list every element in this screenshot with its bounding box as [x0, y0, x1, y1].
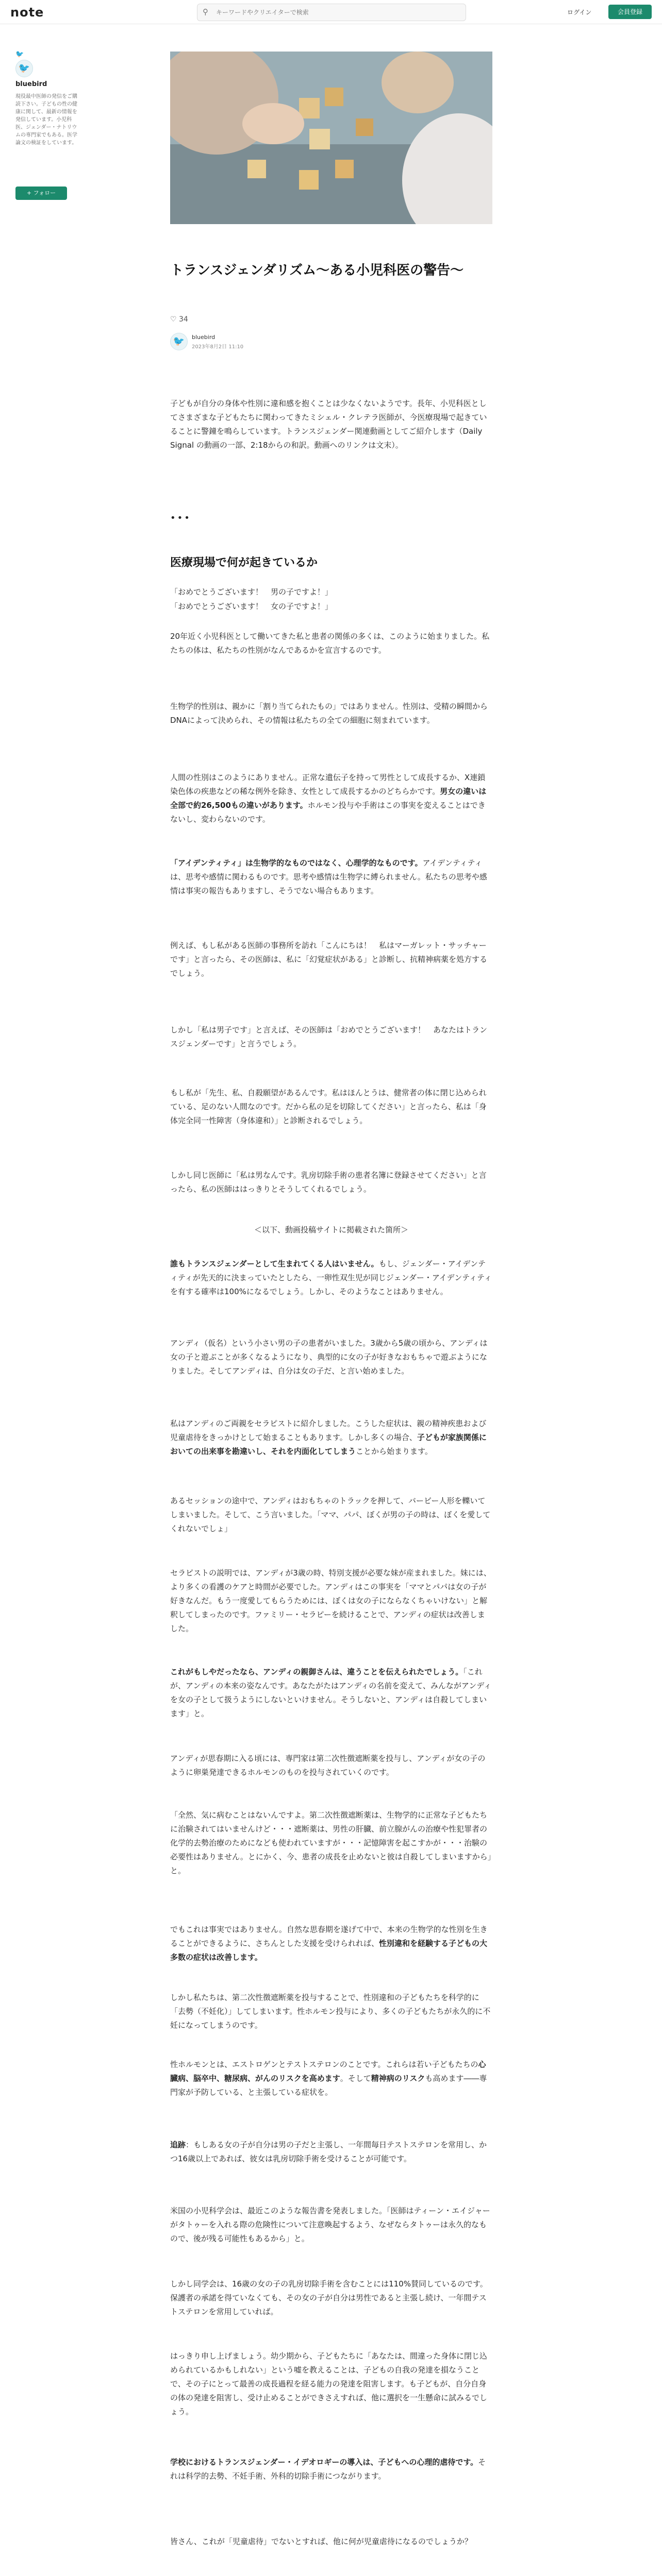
sidebar-bio: 現役最中医師の発信をご購読下さい。子どもの性の健康に関して、最新の情報を発信しています。小児科医、ジェンダー・ナトリウムの専門家でもある。医学論文の検証をしています。 [15, 94, 77, 146]
search-icon: ⚲ [203, 7, 208, 16]
login-link[interactable]: ログイン [567, 9, 592, 16]
emphasis: 性別違和を経験する子どもの大多数の症状は改善します。 [170, 1939, 488, 1962]
top-header [0, 0, 662, 24]
hero-image [170, 52, 492, 224]
section-dots: ••• [170, 513, 191, 523]
like-count: 34 [179, 315, 188, 324]
paragraph: アンディが思春期に入る頃には、専門家は第二次性徴遮断薬を投与し、アンディが女の子のように卵巣発達できるホルモンのものを投与されていくのです。 [170, 1754, 486, 1777]
emphasis: 男女の違いは全部で約26,500もの違いがあります。 [170, 787, 487, 810]
intro-paragraph: 子どもが自分の身体や性別に違和感を抱くことは少なくないようです。長年、小児科医としてさまざまな子どもたちに関わってきたミシェル・クレテラ医師が、今医療現場で起きていることに警鐘を鳴らしています。トランスジェンダー関連動画としてご紹介します（Daily Signal の動画の一部、2:18からの和訳。動画へのリンクは文末）。 [170, 399, 487, 450]
paragraph: 生物学的性別は、親かに「割り当てられたもの」ではありません。性別は、受精の瞬間からDNAによって決められ、その情報は私たちの全ての細胞に刻まれています。 [170, 702, 488, 725]
paragraph [170, 2058, 492, 2099]
emphasis: 誰もトランスジェンダーとして生まれてくる人はいません。 [170, 1259, 379, 1268]
search-box[interactable] [197, 4, 466, 21]
text: 私はアンディのご両親をセラピストに紹介しました。こうした症状は、親の精神疾患および児童虐待をきっかけとして始まることもあります。しかし多くの場合、 [170, 1419, 487, 1442]
paragraph: 例えば、もし私がある医師の事務所を訪れ「こんにちは！ 私はマーガレット・サッチャーです」と言ったら、その医師は、私に「幻覚症状がある」と診断し、抗精神病薬を処方するでしょう。 [170, 941, 488, 978]
paragraph: セラピストの説明では、アンディが3歳の時、特別支援が必要な妹が産まれました。妹には、より多くの看護のケアと時間が必要でした。アンディはこの事実を「ママとパパは女の子が好きなんだ。もう一度愛してもらうためには、ぼくは女の子にならなくちゃいけない」と解釈してしまったのです。ファミリー・セラピーを続けることで、アンディの症状は改善しました。 [170, 1568, 491, 1633]
article-title: トランスジェンダリズム〜ある小児科医の警告〜 [170, 263, 464, 278]
sidebar-avatar[interactable]: 🐦 [15, 60, 33, 77]
text: 「これが、アンディの本来の姿なんです。あなたがたはアンディの名前を変えて、みんながアンディを女の子として扱うようにしないといけません。そうしないと、アンディは自殺してしまいます」と。 [170, 1667, 492, 1718]
greeting-girl: 「おめでとうございます！ 女の子ですよ！」 [170, 602, 333, 611]
text: も高めます――専門家が予防している、と主張している症状を。 [170, 2074, 487, 2097]
sidebar-author-name[interactable]: bluebird [15, 80, 47, 88]
emphasis: 学校におけるトランスジェンダー・イデオロギーの導入は、子どもへの心理的虐待です。 [170, 2458, 478, 2467]
paragraph: はっきり申し上げましょう。幼少期から、子どもたちに「あなたは、間違った身体に閉じ込められているかもしれない」という嘘を教えることは、子どもの自我の発達を損なうことで、その子にとって最善の成長過程を経る能力の発達を阻害します。も子どもが、自分自身の体の発達を阻害し、受け止めることができさえすれば、他に選択を一生懸命に試みるでしょう。 [170, 2351, 488, 2416]
emphasis: 精神病のリスク [371, 2074, 425, 2083]
paragraph: 「全然、気に病むことはないんですよ。第二次性徴遮断薬は、生物学的に正常な子どもたちに治験されてはいませんけど・・・遮断薬は、男性の肝臓、前立腺がんの治療や性犯罪者の化学的去勢治療のためになども使われていますが・・・記憶障害を起こすかが・・・治験の必要性はありません。とにかく、今、患者の成長を止めないと彼は自殺してしまいますから」と。 [170, 1810, 492, 1875]
paragraph [170, 1923, 492, 1964]
paragraph: しかし同じ医師に「私は男なんです。乳房切除手術の患者名簿に登録させてください」と言ったら、私の医師ははっきりとそうしてくれるでしょう。 [170, 1171, 487, 1194]
paragraph [170, 2455, 492, 2483]
author-avatar[interactable]: 🐦 [170, 333, 188, 350]
site-logo[interactable]: note [10, 5, 44, 20]
paragraph: しかし同学会は、16歳の女の子の乳房切除手術を含むことには110%賛同しているのです。保護者の承諾を得ていなくても、その女の子が自分は男性であると主張し続け、一年間テストステロンを常用していれば。 [170, 2279, 488, 2316]
bird-icon: 🐦 [15, 50, 24, 58]
search-input[interactable] [215, 4, 459, 21]
emphasis: 心臓病、脳卒中、糖尿病、がんのリスクを高めます [170, 2060, 486, 2083]
sidebar-follow-button[interactable] [15, 187, 67, 200]
paragraph [170, 1257, 492, 1299]
article-likes [170, 315, 492, 324]
follow-label: フォロー [33, 190, 56, 196]
heart-icon[interactable]: ♡ [170, 315, 177, 324]
text: 人間の性別はこのようにありません。正常な遺伝子を持って男性として成長するか、X連鎖染色体の疾患などの稀な例外を除き、女性として成長するかのどちらかです。 [170, 773, 486, 796]
section-heading: 医療現場で何が起きているか [170, 556, 318, 569]
paragraph: アンディ（仮名）という小さい男の子の患者がいました。3歳から5歳の頃から、アンディは女の子と遊ぶことが多くなるようになり、典型的に女の子が好きなおもちゃで遊ぶようになりました。そしてアンディは、自分は女の子だ、と言い始めました。 [170, 1338, 488, 1376]
text: 性ホルモンとは、エストロゲンとテストステロンのことです。これらは若い子どもたちの [170, 2060, 478, 2069]
paragraph: 20年近く小児科医として働いてきた私と患者の関係の多くは、このように始まりました。私たちの体は、私たちの性別がなんであるかを宣言するのです。 [170, 632, 490, 655]
paragraph [170, 771, 492, 826]
video-caption: ＜以下、動画投稿サイトに掲載された箇所＞ [254, 1225, 408, 1234]
publish-date: 2023年8月2日 11:10 [192, 344, 244, 350]
text: もし、ジェンダー・アイデンティティが先天的に決まっていたとしたら、一卵性双生児が同じジェンダー・アイデンティティを有する確率は100%になるでしょう。しかし、そのようなことはありません。 [170, 1259, 492, 1296]
text: ：もしある女の子が自分は男の子だと主張し、一年間毎日テストステロンを常用し、かつ16歳以上であれば、彼女は乳房切除手術を受けることが可能です。 [170, 2140, 487, 2163]
paragraph [170, 2138, 492, 2166]
signup-button[interactable]: 会員登録 [608, 5, 652, 19]
emphasis: これがもしやだったなら、アンディの親御さんは、違うことを伝えられたでしょう。 [170, 1667, 464, 1676]
paragraph: あるセッションの途中で、アンディはおもちゃのトラックを押して、バービー人形を轢いてしまいました。そして、こう言いました。「ママ、パパ、ぼくが男の子の時は、ぼくを愛してくれないでしょ」 [170, 1496, 491, 1533]
text: ホルモン投与や手術はこの事実を変えることはできないし、変わらないのです。 [170, 801, 486, 824]
emphasis: 子どもが家族関係においての出来事を勘違いし、それを内面化してしまう [170, 1433, 487, 1456]
text: でもこれは事実ではありません。自然な思春期を遂げて中で、本来の生物学的な性別を生きることができるように、さちんとした支援を受けられれば、 [170, 1925, 488, 1948]
text: アイデンティティは、思考や感情に関わるものです。思考や感情は生物学に縛られません。私たちの思考や感情は事実の報告もありますし、そうでない場合もあります。 [170, 858, 487, 895]
emphasis: 追跡 [170, 2140, 186, 2149]
paragraph: 米国の小児科学会は、最近このような報告書を発表しました。「医師はティーン・エイジャーがタトゥーを入れる際の危険性について注意喚起するよう、なぜならタトゥーは永久的なもので、後が残る可能性もあるから」と。 [170, 2206, 490, 2243]
paragraph [170, 1417, 492, 1459]
text: ことから始まります。 [356, 1447, 433, 1456]
paragraph: もし私が「先生、私、自殺願望があるんです。私はほんとうは、健常者の体に閉じ込められている、足のない人間なのです。だから私の足を切除してください」と言ったら、私は「身体完全同一性障害（身体違和）」と診断されるでしょう。 [170, 1088, 487, 1125]
emphasis: 「アイデンティティ」は生物学的なものではなく、心理学的なものです。 [170, 858, 423, 868]
text: 。そして [340, 2074, 371, 2083]
plus-icon: + [26, 190, 34, 196]
author-name[interactable]: bluebird [192, 334, 216, 341]
hero-photo-illustration [170, 52, 492, 224]
paragraph [170, 856, 492, 898]
paragraph: 皆さん、これが「児童虐待」でないとすれば、他に何が児童虐待になるのでしょうか？ [170, 2537, 472, 2546]
greeting-boy: 「おめでとうございます！ 男の子ですよ！」 [170, 587, 333, 597]
text: それは科学的去勢、不妊手術、外科的切除手術につながります。 [170, 2458, 486, 2481]
paragraph [170, 1665, 492, 1721]
paragraph: しかし私たちは、第二次性徴遮断薬を投与することで、性別違和の子どもたちを科学的に「去勢（不妊化）」してしまいます。性ホルモン投与により、多くの子どもたちが永久的に不妊になってしまうのです。 [170, 1993, 491, 2030]
paragraph: しかし「私は男子です」と言えば、その医師は「おめでとうございます！ あなたはトランスジェンダーです」と言うでしょう。 [170, 1025, 488, 1048]
sidebar [10, 48, 77, 203]
